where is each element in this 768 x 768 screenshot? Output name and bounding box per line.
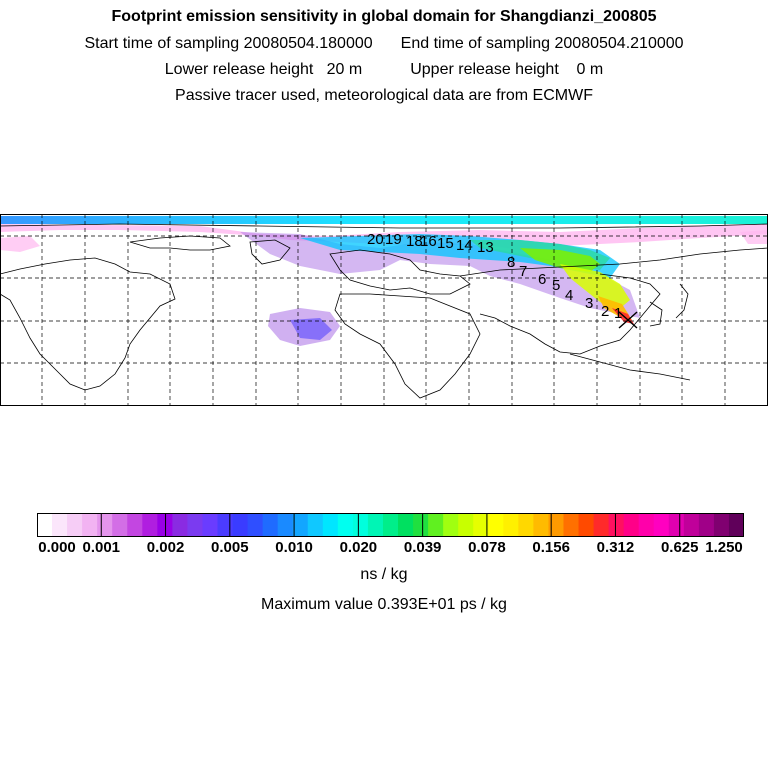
colorbar-tick-label: 0.002 xyxy=(146,539,185,556)
colorbar-cell xyxy=(714,513,730,537)
colorbar-cell xyxy=(263,513,279,537)
colorbar-cell xyxy=(353,513,369,537)
colorbar-cell xyxy=(533,513,549,537)
colorbar-cell xyxy=(699,513,715,537)
colorbar-cell xyxy=(503,513,519,537)
colorbar-tick-label: 0.000 xyxy=(38,539,76,556)
colorbar-cell xyxy=(82,513,98,537)
colorbar-tick-label: 0.078 xyxy=(468,539,506,556)
colorbar-cell xyxy=(398,513,414,537)
traj-label-16: 16 xyxy=(420,233,437,250)
colorbar-cell xyxy=(624,513,640,537)
colorbar-cell xyxy=(639,513,655,537)
traj-label-15: 15 xyxy=(437,235,454,252)
traj-label-14: 14 xyxy=(456,237,473,254)
colorbar-tick-label: 0.020 xyxy=(339,539,378,556)
sampling-times xyxy=(0,35,768,53)
colorbar-cell xyxy=(338,513,354,537)
colorbar-cell xyxy=(413,513,429,537)
traj-label-7: 7 xyxy=(519,263,528,280)
start-time-label: Start time of sampling 20080504.180000 xyxy=(84,35,373,52)
colorbar-cell xyxy=(248,513,264,537)
colorbar-cell xyxy=(368,513,384,537)
colorbar-tick-label: 0.039 xyxy=(403,539,442,556)
colorbar-cell xyxy=(443,513,459,537)
end-time-label: End time of sampling 20080504.210000 xyxy=(400,35,684,52)
traj-label-20: 20 xyxy=(367,231,384,248)
colorbar-cell xyxy=(383,513,399,537)
traj-label-5: 5 xyxy=(552,277,561,294)
colorbar-cell xyxy=(729,513,744,537)
colorbar-cell xyxy=(669,513,685,537)
units-label: ns / kg xyxy=(360,566,408,583)
colorbar-cell xyxy=(187,513,203,537)
colorbar-tick-label: 0.005 xyxy=(211,539,249,556)
colorbar-tick-label: 0.312 xyxy=(596,539,635,556)
traj-label-4: 4 xyxy=(565,287,574,304)
colorbar-tick-label: 0.156 xyxy=(532,539,570,556)
colorbar xyxy=(37,513,744,537)
colorbar-cell xyxy=(458,513,474,537)
colorbar-cell xyxy=(594,513,610,537)
colorbar-cell xyxy=(172,513,188,537)
colorbar-cell xyxy=(488,513,504,537)
colorbar-tick-label: 0.001 xyxy=(82,539,121,556)
colorbar-tick-label: 0.625 xyxy=(660,539,699,556)
footprint-map xyxy=(0,214,768,406)
colorbar-cell xyxy=(518,513,534,537)
colorbar-cell xyxy=(233,513,249,537)
colorbar-cell xyxy=(202,513,218,537)
traj-label-19: 19 xyxy=(385,231,402,248)
maximum-value-label: Maximum value 0.393E+01 ps / kg xyxy=(261,596,507,613)
colorbar-cell xyxy=(278,513,294,537)
colorbar-cells xyxy=(37,513,744,537)
colorbar-cell xyxy=(609,513,625,537)
colorbar-cell xyxy=(97,513,113,537)
plot-title: Footprint emission sensitivity in global domain for Shangdianzi_200805 xyxy=(111,8,657,25)
colorbar-cell xyxy=(218,513,234,537)
colorbar-tick-label: 0.010 xyxy=(275,539,313,556)
traj-label-1: 1 xyxy=(614,305,623,322)
traj-label-8: 8 xyxy=(507,254,516,271)
colorbar-cell xyxy=(293,513,309,537)
traj-label-2: 2 xyxy=(601,303,610,320)
colorbar-cell xyxy=(52,513,68,537)
colorbar-cell xyxy=(112,513,128,537)
tracer-note: Passive tracer used, meteorological data are from ECMWF xyxy=(175,87,593,104)
colorbar-cell xyxy=(323,513,339,537)
colorbar-cell xyxy=(684,513,700,537)
traj-label-3: 3 xyxy=(585,295,594,312)
colorbar-cell xyxy=(428,513,444,537)
colorbar-cell xyxy=(579,513,595,537)
upper-release-label: Upper release height 0 m xyxy=(410,61,604,78)
colorbar-tick-label: 1.250 xyxy=(705,539,743,556)
colorbar-cell xyxy=(37,513,53,537)
colorbar-cell xyxy=(142,513,158,537)
colorbar-cell xyxy=(67,513,83,537)
colorbar-cell xyxy=(563,513,579,537)
traj-label-13: 13 xyxy=(477,239,494,256)
colorbar-cell xyxy=(308,513,324,537)
lower-release-label: Lower release height 20 m xyxy=(164,61,363,78)
traj-label-18: 18 xyxy=(406,233,423,250)
traj-label-6: 6 xyxy=(538,271,547,288)
colorbar-cell xyxy=(127,513,143,537)
release-heights xyxy=(0,61,768,79)
colorbar-cell xyxy=(654,513,670,537)
